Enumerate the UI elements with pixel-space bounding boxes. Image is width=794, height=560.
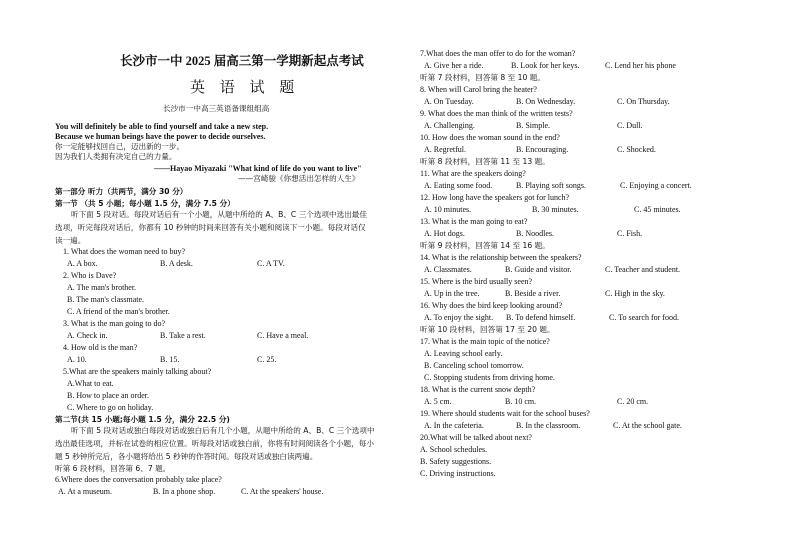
q3-option-a: A. Check in. [67, 331, 108, 340]
question-7: 7.What does the man offer to do for the woman? [420, 49, 576, 58]
q13-option-a: A. Hot dogs. [424, 229, 465, 238]
q8-option-a: A. On Tuesday. [424, 97, 474, 106]
question-18: 18. What is the current snow depth? [420, 385, 536, 394]
q10-option-a: A. Regretful. [424, 145, 466, 154]
q18-option-c: C. 20 cm. [617, 397, 649, 406]
q7-option-c: C. Lend her his phone [605, 61, 676, 70]
direction-6: 听第 6 段材料，回答第 6、7 题。 [55, 464, 171, 473]
q4-option-a: A. 10. [67, 355, 87, 364]
q4-option-c: C. 25. [257, 355, 277, 364]
question-12: 12. How long have the speakers got for lunch? [420, 193, 570, 202]
quote-source-en: ——Hayao Miyazaki "What kind of life do you want to live" [154, 164, 362, 173]
question-15: 15. Where is the bird usually seen? [420, 277, 533, 286]
question-3: 3. What is the man going to do? [63, 319, 166, 328]
q11-option-b: B. Playing soft songs. [516, 181, 587, 190]
quote-en-line2: Because we human beings have the power to decide ourselves. [55, 132, 266, 141]
q11-option-c: C. Enjoying a concert. [620, 181, 692, 190]
q3-option-b: B. Take a rest. [160, 331, 206, 340]
q17-option-b: B. Canceling school tomorrow. [424, 361, 524, 370]
question-6: 6.Where does the conversation probably take place? [55, 475, 222, 484]
q2-option-c: C. A friend of the man's brother. [67, 307, 170, 316]
q12-option-c: C. 45 minutes. [634, 205, 681, 214]
q13-option-b: B. Noodles. [516, 229, 554, 238]
q9-option-a: A. Challenging. [424, 121, 475, 130]
q13-option-c: C. Fish. [617, 229, 643, 238]
q15-option-b: B. Beside a river. [505, 289, 561, 298]
section2-instructions: 听下面 5 段对话或独白每段对话或独白后有几个小题，从题中所给的 A、B、C 三个选项中选出最佳选项，并标在试卷的相应位置。听每段对话或独白前，你将有时间阅读各个小题，每小题 5 秒钟所完后，各小题将给出 5 秒钟的作答时间。每段对话或独白读两遍。 [55, 426, 375, 461]
question-1: 1. What does the woman need to buy? [63, 247, 186, 256]
q16-option-b: B. To defend himself. [506, 313, 576, 322]
q17-option-c: C. Stopping students from driving home. [424, 373, 555, 382]
section1-instructions: 听下面 5 段对话。每段对话后有一个小题，从题中所给的 A、B、C 三个选项中选出最佳选项，听完每段对话后，你都有 10 秒钟的时间来回答有关小题和阅读下一小题。每段对话仅读一遍。 [55, 210, 367, 245]
quote-source-zh: ——宫崎骏《你想活出怎样的人生》 [238, 174, 360, 183]
q18-option-a: A. 5 cm. [424, 397, 452, 406]
q5-option-a: A.What to eat. [67, 379, 114, 388]
exam-subtitle: 英 语 试 题 [190, 78, 300, 96]
q4-option-b: B. 15. [160, 355, 180, 364]
question-17: 17. What is the main topic of the notice? [420, 337, 550, 346]
q14-option-a: A. Classmates. [424, 265, 472, 274]
direction-7: 听第 7 段材料，回答第 8 至 10 题。 [420, 73, 545, 82]
direction-9: 听第 9 段材料，回答第 14 至 16 题。 [420, 241, 550, 250]
q6-option-c: C. At the speakers' house. [241, 487, 324, 496]
question-4: 4. How old is the man? [63, 343, 138, 352]
question-13: 13. What is the man going to eat? [420, 217, 528, 226]
question-11: 11. What are the speakers doing? [420, 169, 526, 178]
q20-option-b: B. Safety suggestions. [420, 457, 492, 466]
q15-option-a: A. Up in the tree. [424, 289, 480, 298]
question-10: 10. How does the woman sound in the end? [420, 133, 560, 142]
q12-option-b: B. 30 minutes. [532, 205, 579, 214]
quote-zh-line2: 因为我们人类拥有决定自己的力量。 [55, 152, 177, 161]
q6-option-a: A. At a museum. [58, 487, 112, 496]
q19-option-b: B. In the classroom. [516, 421, 581, 430]
q16-option-c: C. To search for food. [609, 313, 679, 322]
question-19: 19. Where should students wait for the school buses? [420, 409, 590, 418]
q7-option-b: B. Look for her keys. [511, 61, 580, 70]
q9-option-c: C. Dull. [617, 121, 643, 130]
q20-option-a: A. School schedules. [420, 445, 488, 454]
q19-option-c: C. At the school gate. [613, 421, 682, 430]
question-8: 8. When will Carol bring the heater? [420, 85, 537, 94]
q19-option-a: A. In the cafeteria. [424, 421, 484, 430]
q1-option-a: A. A box. [67, 259, 98, 268]
question-5: 5.What are the speakers mainly talking about? [63, 367, 212, 376]
q5-option-c: C. Where to go on holiday. [67, 403, 154, 412]
q2-option-a: A. The man's brother. [67, 283, 137, 292]
q1-option-b: B. A desk. [160, 259, 193, 268]
q17-option-a: A. Leaving school early. [424, 349, 503, 358]
q2-option-b: B. The man's classmate. [67, 295, 145, 304]
q12-option-a: A. 10 minutes. [424, 205, 472, 214]
q10-option-b: B. Encouraging. [516, 145, 569, 154]
q1-option-c: C. A TV. [257, 259, 285, 268]
q10-option-c: C. Shocked. [617, 145, 656, 154]
question-9: 9. What does the man think of the written tests? [420, 109, 573, 118]
direction-8: 听第 8 段材料，回答第 11 至 13 题。 [420, 157, 550, 166]
q3-option-c: C. Have a meal. [257, 331, 309, 340]
direction-10: 听第 10 段材料，回答第 17 至 20 题。 [420, 325, 555, 334]
quote-en-line1: You will definitely be able to find yourself and take a new step. [55, 122, 269, 131]
question-14: 14. What is the relationship between the speakers? [420, 253, 582, 262]
q20-option-c: C. Driving instructions. [420, 469, 496, 478]
q14-option-c: C. Teacher and student. [605, 265, 681, 274]
q11-option-a: A. Eating some food. [424, 181, 493, 190]
q15-option-c: C. High in the sky. [605, 289, 665, 298]
exam-author: 长沙市一中高三英语备课组组高 [163, 104, 270, 113]
question-2: 2. Who is Dave? [63, 271, 117, 280]
quote-zh-line1: 你一定能够找回自己，迈出新的一步。 [55, 142, 185, 151]
q8-option-c: C. On Thursday. [617, 97, 670, 106]
q16-option-a: A. To enjoy the sight. [424, 313, 494, 322]
section2-heading: 第二节(共 15 小题;每小题 1.5 分，满分 22.5 分) [55, 415, 230, 424]
q18-option-b: B. 10 cm. [505, 397, 537, 406]
section1-heading: 第一节 （共 5 小题；每小题 1.5 分，满分 7.5 分） [55, 199, 235, 208]
q14-option-b: B. Guide and visitor. [505, 265, 572, 274]
q7-option-a: A. Give her a ride. [424, 61, 484, 70]
q6-option-b: B. In a phone shop. [153, 487, 216, 496]
question-16: 16. Why does the bird keep looking around? [420, 301, 563, 310]
q5-option-b: B. How to place an order. [67, 391, 149, 400]
exam-title: 长沙市一中 2025 届高三第一学期新起点考试 [120, 54, 364, 68]
part1-heading: 第一部分 听力（共两节，满分 30 分） [55, 187, 188, 196]
question-20: 20.What will be talked about next? [420, 433, 532, 442]
q9-option-b: B. Simple. [516, 121, 551, 130]
q8-option-b: B. On Wednesday. [516, 97, 576, 106]
